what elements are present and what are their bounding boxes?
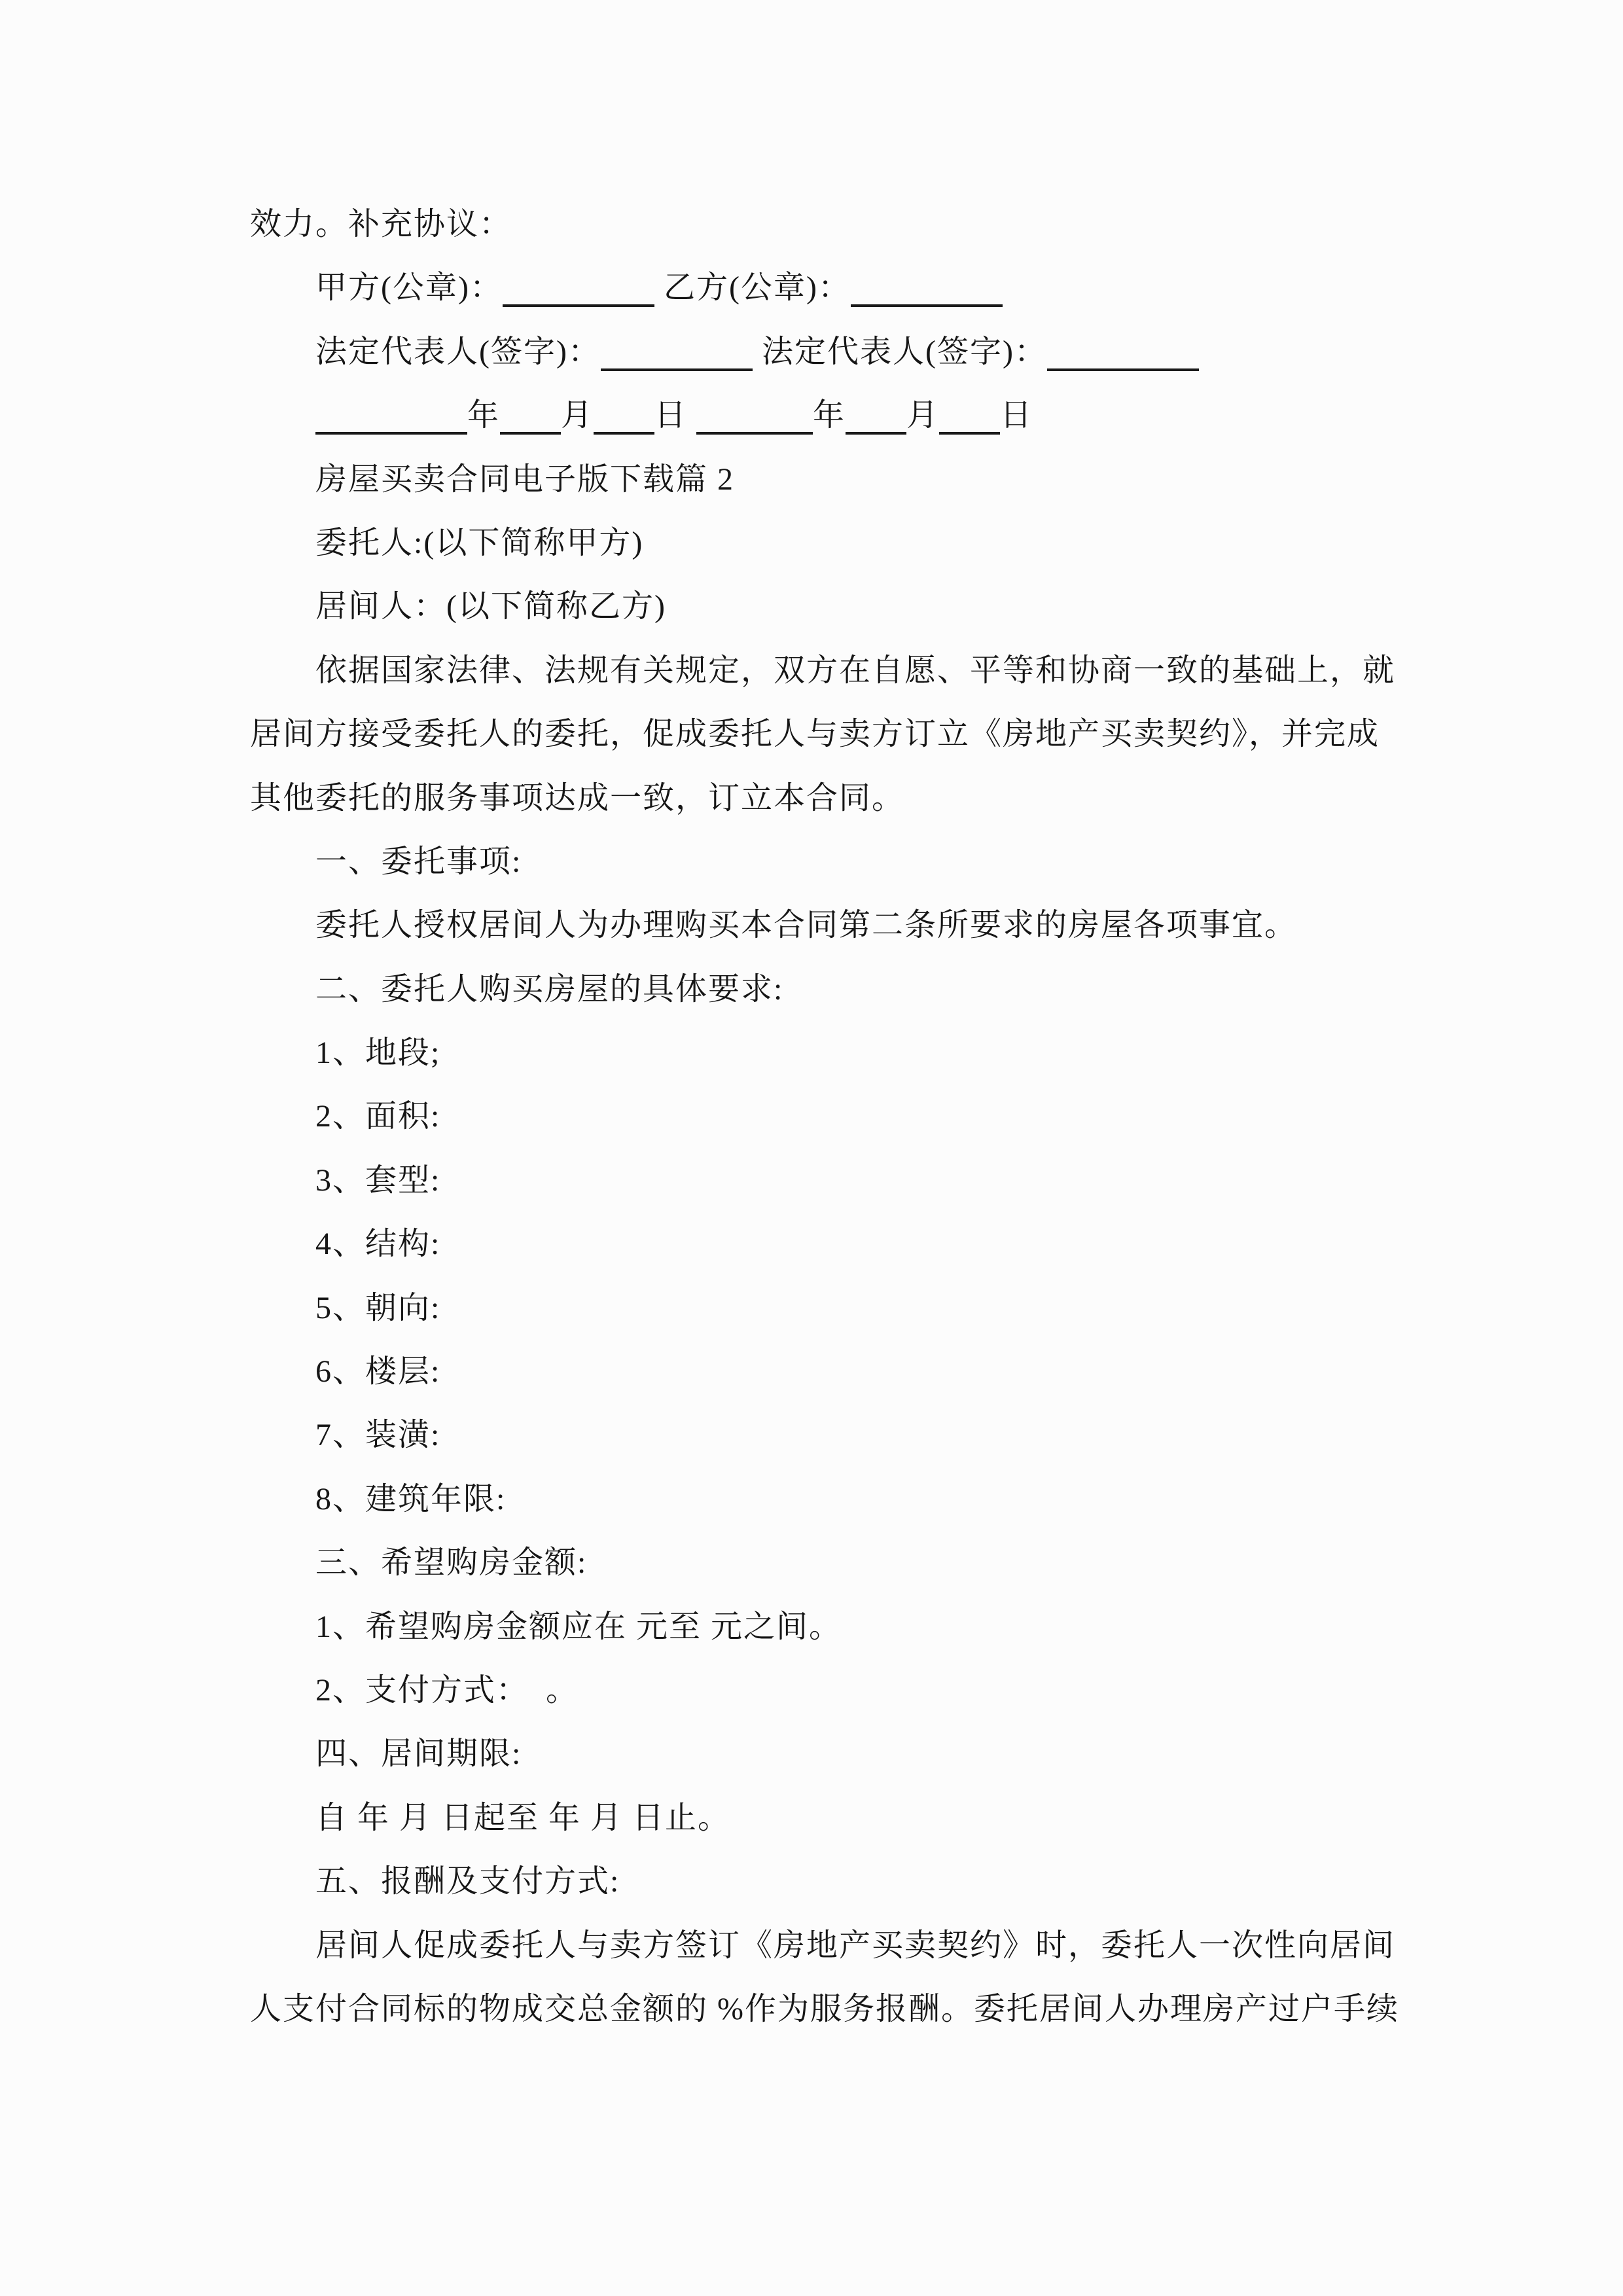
text-run: 月 — [561, 398, 594, 433]
text-run: 居间方接受委托人的委托，促成委托人与卖方订立《房地产买卖契约》，并完成 — [250, 717, 1380, 752]
text-line — [250, 1467, 1421, 1531]
text-line — [250, 958, 1421, 1021]
blank-underline — [846, 432, 906, 435]
text-line — [250, 1149, 1421, 1212]
document-text-block — [250, 192, 1421, 2041]
text-run: 1、希望购房金额应在 元至 元之间。 — [315, 1609, 842, 1644]
text-line — [250, 320, 1421, 384]
text-run: 乙方(公章)： — [654, 270, 851, 306]
blank-underline — [503, 304, 654, 307]
text-run: 二、委托人购买房屋的具体要求: — [315, 971, 784, 1007]
blank-underline — [851, 304, 1003, 307]
text-run: 法定代表人(签字)： — [315, 334, 601, 369]
text-run: 委托人授权居间人为办理购买本合同第二条所要求的房屋各项事宜。 — [315, 908, 1298, 943]
text-run: 月 — [906, 398, 940, 433]
text-line — [250, 639, 1421, 702]
text-run: 6、楼层: — [315, 1354, 441, 1390]
text-run: 2、面积: — [315, 1099, 441, 1134]
text-run: 一、委托事项: — [315, 844, 522, 879]
text-run: 年 — [467, 398, 501, 433]
text-line — [250, 1021, 1421, 1085]
text-run: 4、结构: — [315, 1227, 441, 1262]
text-run: 其他委托的服务事项达成一致，订立本合同。 — [250, 780, 905, 816]
text-line — [250, 1276, 1421, 1340]
text-run: 委托人:(以下简称甲方) — [315, 525, 644, 560]
text-line — [250, 1914, 1421, 1977]
text-line — [250, 1531, 1421, 1594]
text-run: 5、朝向: — [315, 1290, 441, 1325]
text-run: 甲方(公章)： — [315, 270, 503, 306]
text-line — [250, 1403, 1421, 1467]
text-run: 居间人促成委托人与卖方签订《房地产买卖契约》时，委托人一次性向居间 — [315, 1928, 1396, 1963]
text-line — [250, 1977, 1421, 2041]
text-line — [250, 192, 1421, 256]
text-line — [250, 1659, 1421, 1722]
text-line — [250, 1212, 1421, 1276]
text-run: 2、支付方式： 。 — [315, 1672, 579, 1708]
text-run: 日 — [654, 398, 697, 433]
text-run: 人支付合同标的物成交总金额的 %作为服务报酬。委托居间人办理房产过户手续 — [250, 1991, 1399, 2026]
text-line — [250, 384, 1421, 447]
text-line — [250, 1786, 1421, 1850]
text-line — [250, 448, 1421, 511]
text-run: 房屋买卖合同电子版下载篇 2 — [315, 461, 735, 497]
blank-underline — [696, 432, 813, 435]
text-run: 1、地段; — [315, 1035, 441, 1071]
text-line — [250, 1722, 1421, 1785]
text-run: 3、套型: — [315, 1162, 441, 1198]
text-line — [250, 511, 1421, 575]
text-run: 自 年 月 日起至 年 月 日止。 — [315, 1800, 731, 1835]
text-run: 年 — [813, 398, 846, 433]
text-line — [250, 575, 1421, 638]
text-line — [250, 893, 1421, 957]
text-run: 7、装潢: — [315, 1418, 441, 1453]
blank-underline — [315, 432, 467, 435]
blank-underline — [601, 368, 753, 371]
text-line — [250, 1340, 1421, 1403]
text-run: 五、报酬及支付方式: — [315, 1864, 620, 1899]
text-run: 居间人：(以下简称乙方) — [315, 589, 666, 624]
text-line — [250, 702, 1421, 766]
text-run: 依据国家法律、法规有关规定，双方在自愿、平等和协商一致的基础上，就 — [315, 653, 1396, 688]
text-run: 日 — [1000, 398, 1033, 433]
text-run: 法定代表人(签字)： — [752, 334, 1047, 369]
text-line — [250, 1595, 1421, 1659]
text-run: 8、建筑年限: — [315, 1481, 507, 1516]
blank-underline — [1047, 368, 1199, 371]
blank-underline — [500, 432, 561, 435]
blank-underline — [939, 432, 1000, 435]
text-run: 三、希望购房金额: — [315, 1545, 588, 1581]
text-line — [250, 1850, 1421, 1913]
text-run: 效力。补充协议： — [250, 207, 512, 242]
blank-underline — [594, 432, 654, 435]
text-line — [250, 830, 1421, 893]
text-line — [250, 256, 1421, 319]
text-run: 四、居间期限: — [315, 1736, 522, 1772]
text-line — [250, 1085, 1421, 1148]
text-line — [250, 766, 1421, 830]
